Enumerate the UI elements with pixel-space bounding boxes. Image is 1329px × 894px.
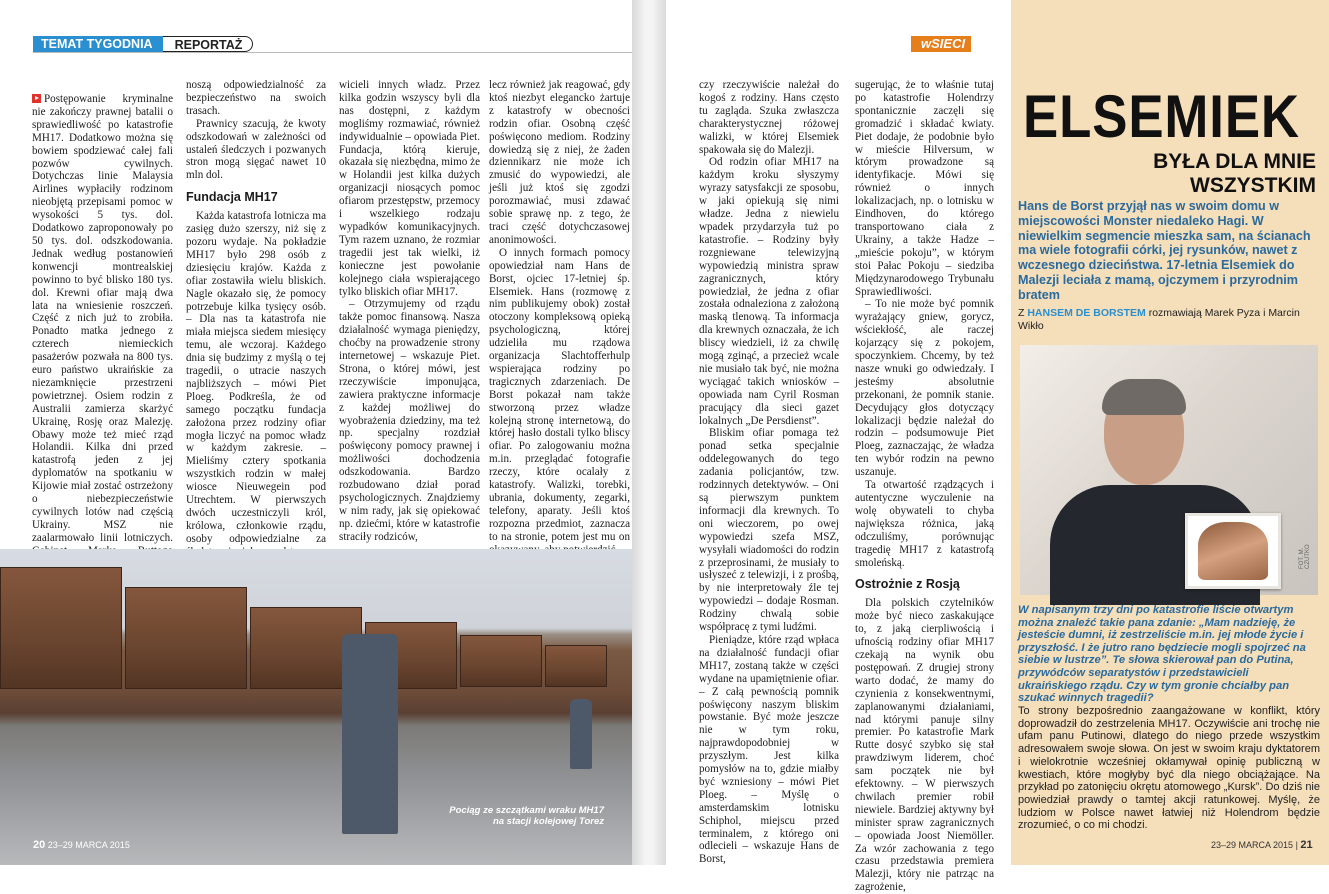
column-3 xyxy=(339,79,480,544)
paragraph: lecz również jak reagować, gdy ktoś niezbyt elegancko żartuje z katastrofy w obecności rodzin ofiar. Osobną część poświęcono mediom. Rodziny dowiedzą się z niej, że żaden dziennikarz nie może ich zmusić do wypowiedzi, ale jeśli już ktoś się zgodzi porozmawiać, musi zdawać sobie sprawę np. z tego, że traci część dotychczasowej anonimowości. xyxy=(489,79,630,246)
paragraph: Ta otwartość rządzących i autentyczne wyczulenie na wolę obywateli to chyba największa różnica, jaką odczuliśmy, porównując tragedię MH17 z katastrofą smoleńską. xyxy=(855,479,994,569)
paragraph: – To nie może być pomnik wyrażający gniew, gorycz, wściekłość, ale raczej kojarzący się z pokojem, spoczynkiem. Chcemy, by też nasze wnuki go odwiedzały. I jesteśmy absolutnie przekonani, że pomnik stanie. Decydujący głos dotyczący lokalizacji będzie należał do rodzin – podsumowuje Piet Ploeg, zaznaczając, że władza ten wybór rodzin na pewno uszanuje. xyxy=(855,298,994,479)
interview-credit: Z HANSEM DE BORSTEM rozmawiają Marek Pyza i Marcin Wikło xyxy=(1018,307,1300,332)
paragraph: Pieniądze, które rząd wpłaca na działalność fundacji ofiar MH17, zostaną także w części wydane na upamiętnienie ofiar. – Z całą pewnością pomnik poświęcony naszym bliskim powstanie. Być może jeszcze nie w tym roku, najprawdopodobniej w przyszłym. Jest kilka pomysłów na to, gdzie miałby być wzniesiony – mówi Piet Ploeg. – Myślę o amsterdamskim lotnisku Schiphol, miejscu przed terminalem, z którego oni odlecieli – wskazuje Hans de Borst, xyxy=(699,633,839,866)
interview-question: W napisanym trzy dni po katastrofie liście otwartym można znaleźć takie pana zdanie: „Mam nadzieję, że jesteście dumni, iż zestrzeliście m.in. jej młode życie i przyszłość. I że jutro rano będziecie mogli spojrzeć na siebie w lustrze”. Te słowa skierował pan do Putina, przywódców separatystów i przedstawicieli ukraińskiego rządu. Czy w tym gronie chciałby pan szukać winnych tragedii? xyxy=(1018,604,1306,705)
start-marker-icon xyxy=(32,94,41,103)
soldier-figure xyxy=(570,699,592,769)
column-4 xyxy=(489,79,630,557)
paragraph: – Otrzymujemy od rządu także pomoc finansową. Nasza działalność wymaga pieniędzy, choćby na prowadzenie strony internetowej – wskazuje Piet. Strona, o której mówi, jest rzeczywiście imponująca, zawiera praktyczne informacje z każdej możliwej do wyobrażenia dziedziny, ma też np. specjalny rozdział poświęcony pomocy prawnej i możliwości dochodzenia odszkodowania. Bardzo rozbudowano dział porad psychologicznych. Znajdziemy w nim rady, jak się opiekować np. dziećmi, które w katastrofie straciły rodziców, xyxy=(339,298,480,543)
section-label-topic: TEMAT TYGODNIA xyxy=(33,36,163,52)
column-2 xyxy=(186,79,326,559)
section-header xyxy=(33,36,253,52)
lead-paragraph: Hans de Borst przyjął nas w swoim domu w miejscowości Monster niedaleko Hagi. W niewielkim segmencie mieszka sam, na ścianach ma wiele fotografii córki, jej rysunków, nawet z wczesnego dzieciństwa. 17-letnia Elsemiek do Malezji leciała z mamą, ojczymem i przyrodnim bratem xyxy=(1018,199,1311,302)
paragraph: Prawnicy szacują, że kwoty odszkodowań w zależności od ustaleń śledczych i pozwanych stron mogą sięgać nawet 10 mln dol. xyxy=(186,117,326,182)
paragraph: sugerując, że to właśnie tutaj po katastrofie Holendrzy spontanicznie zaczęli się gromadzić i składać kwiaty. Piet dodaje, że podobnie było w mieście Hilversum, w którym prowadzone są identyfikacje. Mówi się również o innych lokalizacjach, np. o lotnisku w Eindhoven, do którego transportowano ciała z Ukrainy, a także Hadze – „mieście pokoju”, w którym stoi Pałac Pokoju – siedziba Międzynarodowego Trybunału Sprawiedliwości. xyxy=(855,79,994,298)
photo-caption: Pociąg ze szczątkami wraku MH17 na stacji kolejowej Torez xyxy=(449,805,604,827)
portrait-photo xyxy=(1020,345,1318,595)
paragraph: Postępowanie kryminalne nie zakończy prawnej batalii o sprawiedliwość po katastrofie MH17. Dodatkowo można się bowiem spodziewać całej fali pozwów cywilnych. Dotychczas linie Malaysia Airlines wypłaciły rodzinom nieobjętą przepisami pomoc w wysokości 5 tys. dol. Dodatkowo zaproponowały po 50 tys. dol. odszkodowania. Jednak według postanowień konwencji montrealskiej powinno to być blisko 180 tys. dol. Krewni ofiar mają dwa lata na wniesienie roszczeń. Część z nich już to zrobiła. Ponadto matka jednego z czterech niemieckich pasażerów pozwała na 800 tys. euro państwo ukraińskie za niezamknięcie przestrzeni powietrznej. Osiem rodzin z Australii zamierza skarżyć Ukrainę, Rosję oraz Malezję. Obawy może też mieć rząd Holandii. Kilka dni przed katastrofą jeden z jej dyplomatów na spotkaniu w Kijowie miał zostać ostrzeżony o niebezpieczeństwie cywilnych lotów nad częścią Ukrainy. MSZ nie zaalarmowało linii lotniczych. xyxy=(32,93,173,544)
photo-credit: FOT. M. CZUTKO xyxy=(1299,544,1311,569)
page-number-left: 20 23–29 MARCA 2015 xyxy=(33,839,130,851)
wagon xyxy=(545,645,607,687)
wagon xyxy=(0,567,122,689)
wagon xyxy=(125,587,247,689)
paragraph: Od rodzin ofiar MH17 na każdym kroku słyszymy wyrazy satysfakcji ze sposobu, w jaki opiekują się nimi władze. Jedna z niewielu wpadek przydarzyła tuż po katastrofie. – Rodziny były rozgniewane telewizyjną wypowiedzią ministra spraw zagranicznych, który powiedział, że jedna z ofiar została odnaleziona z założoną maską tlenową. Ta informacja dla krewnych oznaczała, że ich bliscy wiedzieli, iż za chwilę mogą zginąć, a przecież wcale nie musiało tak być, nie można wyciągać takich wniosków – opowiada nam Cyril Rosman pracujący dla sieci gazet lokalnych „De Persdienst”. xyxy=(699,156,839,427)
headline: ELSEMIEK xyxy=(1023,83,1300,150)
portrait-hair xyxy=(1102,379,1186,415)
subheadline: BYŁA DLA MNIE WSZYSTKIM xyxy=(1153,150,1316,197)
paragraph: O innych formach pomocy opowiedział nam Hans de Borst, ojciec 17-letniej śp. Elsemiek. Hans (rozmowę z nim publikujemy obok) został otoczony kompleksową opieką psychologiczną, której udzieliła mu rządowa organizacja Slachtofferhulp wspierająca rodziny po tragicznych zdarzeniach. De Borst pokazał nam także stworzoną przez władze kolejną stronę internetową, do której hasło dostali tylko bliscy ofiar. Po zalogowaniu można m.in. przeglądać fotografie rzeczy, które ocalały z katastrofy. Walizki, torebki, ubrania, dokumenty, zegarki, telefony, aparaty. Jeśli ktoś rozpozna przedmiot, zaznacza to na stronie, potem jest mu on xyxy=(489,246,630,543)
paragraph: Bliskim ofiar pomaga też ponad setka specjalnie oddelegowanych do tego zadania policjantów, tzw. rodzinnych detektywów. – Oni są pierwszym punktem informacji dla krewnych. To oni wieczorem, po owej wypowiedzi szefa MSZ, wysyłali wiadomości do rodzin z przeprosinami, że musiały to usłyszeć z telewizji, i z prośbą, by nie interpretowały źle tej wypowiedzi – dodaje Rosman. Rodziny chwalą sobie współpracę z tymi ludźmi. xyxy=(699,427,839,634)
daughter-photo-frame xyxy=(1185,513,1281,589)
interview-answer: To strony bezpośrednio zaangażowane w konflikt, który doprowadził do zestrzelenia MH17. Oczywiście ani trochę nie ufam panu Putinowi, dlatego do niego przede wszystkim adresowałem swoje słowa. On jest w swoim kraju dyktatorem i wielokrotnie wcześniej okłamywał opinię publiczną w kwestiach, które mogłyby być dla niego obciążające. Na przykład po zatonięciu okrętu atomowego „Kursk”. Do dziś nie powiedział prawdy o tamtej akcji ratunkowej. Myślę, że ludziom w Polsce nawet łatwiej niż Holendrom będzie zrozumieć, o co mi chodzi. xyxy=(1018,705,1320,832)
subheading: Ostrożnie z Rosją xyxy=(855,577,960,592)
paragraph: Każda katastrofa lotnicza ma zasięg dużo szerszy, niż się z pozoru wydaje. Na pokładzie MH17 było 298 osób z dziesięciu krajów. Każda z ofiar zostawiła wielu bliskich. Nagle okazało się, że pomocy potrzebuje kilka tysięcy osób. – Dla nas ta katastrofa nie miała miejsca siedem miesięcy temu, ale wczoraj. Każdego dnia się budzimy z myślą o tej tragedii, o utracie naszych najbliższych – mówi Piet Ploeg. Podkreśla, że od samego początku fundacja założona przez rodziny ofiar mogła liczyć na pomoc władz w każdym zakresie. – Mieliśmy cztery spotkania wszystkich rodzin w małej wiosce Nieuwegein pod Utrechtem. W pierwszych dwóch uczestniczyli król, królowa, członkowie rządu, osoby odpowiedzialne za xyxy=(186,210,326,545)
page-number-right: 23–29 MARCA 2015 | 21 xyxy=(1211,839,1313,851)
soldier-figure xyxy=(342,634,398,834)
top-rule xyxy=(33,52,632,53)
left-page xyxy=(0,0,632,865)
paragraph: czy rzeczywiście należał do kogoś z rodziny. Hans często tu zagląda. Szuka zwłaszcza charakterystycznej różowej walizki, w której Elsemiek spakowała się do Malezji. xyxy=(699,79,839,156)
section-label-genre: REPORTAŻ xyxy=(163,36,254,52)
column-1 xyxy=(32,93,173,583)
paragraph: Dla polskich czytelników może być nieco zaskakujące to, z jaką cierpliwością i ufnością rodziny ofiar MH17 czekają na wynik obu postępowań. Z drugiej strony warto dodać, że mamy do czynienia z konsekwentnymi, zaplanowanymi działaniami, nad którymi panuje silny premier. Po katastrofie Mark Rutte dosyć szybko się stał prawdziwym liderem, choć sam początek nie był efektowny. – W pierwszych chwilach premier robił niewiele. Bardziej aktywny był minister spraw zagranicznych – opowiada Joost Niemöller. Za wzór zachowania z tego czasu przedstawia premiera Malezji, który nie patrząc na zagrożenie, xyxy=(855,597,994,894)
brand-logo: wSIECI xyxy=(911,36,971,52)
column-6 xyxy=(855,79,994,894)
page-gutter xyxy=(632,0,666,865)
interviewee-name: HANSEM DE BORSTEM xyxy=(1027,307,1146,319)
paragraph: wicieli innych władz. Przez kilka godzin wszyscy byli dla nas dostępni, z każdym mogliśmy rozmawiać, również indywidualnie – opowiada Piet. Fundacja, którą kieruje, okazała się niezbędna, mimo że w Holandii jest kilka dużych organizacji niosących pomoc ofiarom przestępstw, przemocy i wszelkiego rodzaju wypadków komunikacyjnych. Tym razem uznano, że rozmiar tragedii jest tak wielki, iż konieczne jest powołanie kolejnego ciała wspierającego tylko bliskich ofiar MH17. xyxy=(339,79,480,298)
subheading: Fundacja MH17 xyxy=(186,190,278,205)
wagon xyxy=(460,635,542,687)
column-5 xyxy=(699,79,839,866)
paragraph: noszą odpowiedzialność za bezpieczeństwo na swoich trasach. xyxy=(186,79,326,117)
daughter-photo xyxy=(1198,522,1268,580)
right-page xyxy=(666,0,1329,894)
